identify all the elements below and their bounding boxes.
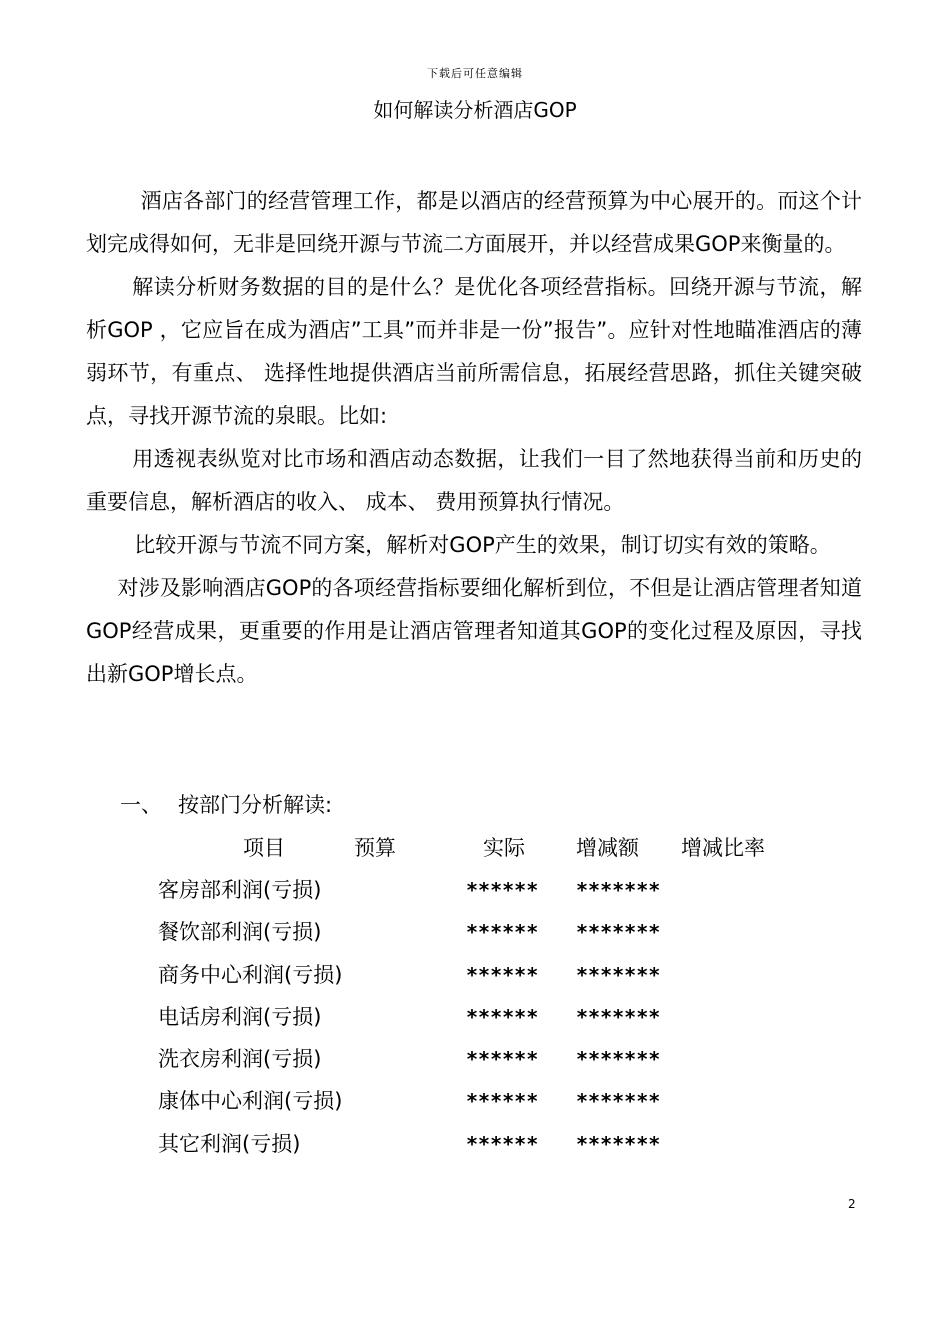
document-title: 如何解读分析酒店GOP [373, 98, 577, 122]
row-actual: ****** [466, 1047, 539, 1072]
table-row [0, 1124, 950, 1166]
paragraph: 比较开源与节流不同方案，解析对GOP产生的效果，制订切实有效的策略。 [134, 533, 831, 557]
header-note: 下载后可任意编辑 [427, 67, 523, 80]
row-change: ******* [576, 1004, 661, 1029]
paragraph: 用透视表纵览对比市场和酒店动态数据，让我们一目了然地获得当前和历史的重要信息，解析酒店的收入、 成本、 费用预算执行情况。 [86, 447, 862, 514]
paragraph: 解读分析财务数据的目的是什么？是优化各项经营指标。回绕开源与节流，解析GOP ，它应旨在成为酒店”工具”而并非是一份”报告”。应针对性地瞄准酒店的薄弱环节，有重点、 选择性地提供酒店当前所需信息，拓展经营思路，抓住关键突破点，寻找开源节流的泉眼。比如: [86, 275, 862, 428]
table-body [0, 870, 950, 1166]
row-change: ******* [576, 920, 661, 945]
table-header [0, 828, 950, 868]
row-item: 商务中心利润(亏损) [158, 962, 343, 987]
row-change: ******* [576, 878, 661, 902]
section-heading [120, 785, 332, 825]
table-row [0, 870, 950, 912]
table-row [0, 1081, 950, 1123]
row-change: ******* [576, 1131, 661, 1156]
column-header-budget: 预算 [354, 836, 396, 860]
row-actual: ****** [466, 962, 539, 987]
row-actual: ****** [466, 878, 539, 902]
table-row [0, 955, 950, 997]
table-row [0, 1039, 950, 1081]
row-change: ******* [576, 1047, 661, 1072]
row-actual: ****** [466, 1089, 539, 1114]
row-item: 电话房利润(亏损) [158, 1004, 322, 1029]
row-change: ******* [576, 962, 661, 987]
row-item: 客房部利润(亏损) [158, 878, 322, 902]
paragraph: 酒店各部门的经营管理工作，都是以酒店的经营预算为中心展开的。而这个计划完成得如何，无非是回绕开源与节流二方面展开，并以经营成果GOP来衡量的。 [86, 189, 862, 256]
column-header-change-rate: 增减比率 [681, 836, 765, 860]
section-heading-text: 按部门分析解读: [178, 793, 333, 817]
row-actual: ****** [466, 920, 539, 945]
body-text [86, 180, 862, 696]
column-header-actual: 实际 [483, 836, 525, 860]
section-number: 一、 [120, 793, 162, 817]
row-actual: ****** [466, 1131, 539, 1156]
row-item: 餐饮部利润(亏损) [158, 920, 322, 945]
column-header-item: 项目 [243, 836, 285, 860]
row-item: 其它利润(亏损) [158, 1131, 301, 1156]
table-row [0, 997, 950, 1039]
table-row [0, 912, 950, 954]
paragraph: 对涉及影响酒店GOP的各项经营指标要细化解析到位，不但是让酒店管理者知道GOP经营成果，更重要的作用是让酒店管理者知道其GOP的变化过程及原因，寻找出新GOP增长点。 [86, 576, 862, 686]
page-number: 2 [848, 1197, 856, 1211]
row-actual: ****** [466, 1004, 539, 1029]
row-change: ******* [576, 1089, 661, 1114]
column-header-change: 增减额 [576, 836, 639, 860]
row-item: 康体中心利润(亏损) [158, 1089, 343, 1114]
row-item: 洗衣房利润(亏损) [158, 1047, 322, 1072]
